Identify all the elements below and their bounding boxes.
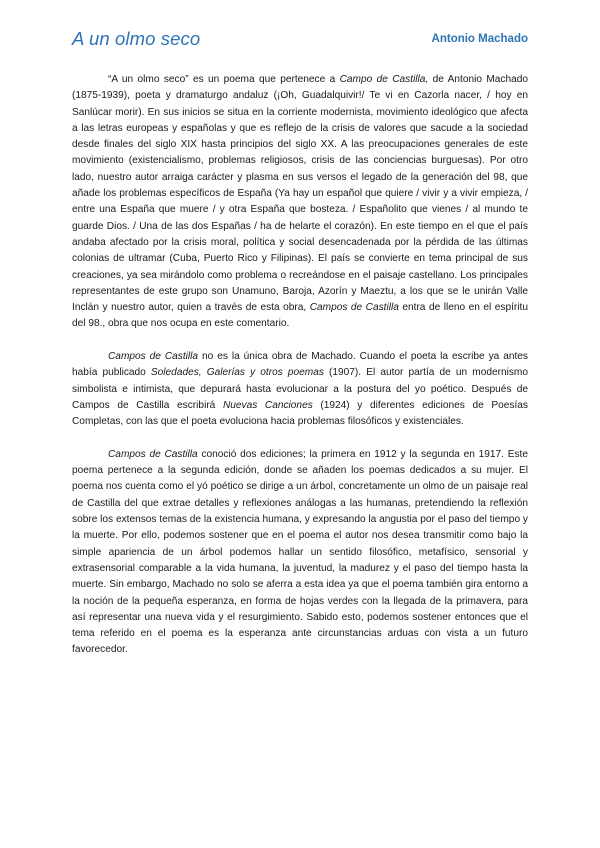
document-title: A un olmo seco: [72, 28, 201, 49]
text-run: entra de lleno en el espíritu del 98., obra que nos ocupa en este comentario.: [72, 302, 528, 330]
page-header: [72, 28, 528, 56]
document-author: Antonio Machado: [431, 33, 528, 45]
italic-work-title: Campos de Castilla: [309, 302, 399, 314]
italic-work-title: Campos de Castilla: [108, 351, 199, 363]
document-body: [72, 72, 528, 659]
italic-work-title: Nuevas Canciones: [222, 399, 313, 411]
italic-work-title: Soledades, Galerías y otros poemas: [150, 367, 324, 379]
text-run: de Antonio Machado (1875-1939), poeta y dramaturgo andaluz (¡Oh, Guadalquivir!/ Te vi en Cazorla nacer, / hoy en Sanlúcar morir). En sus inicios se situa en la corriente modernista, movimiento ideológico que afecta a las letras europeas y españolas y que es reflejo de la crisis de valores que sacude a la sociedad desde finales del siglo XIX hasta principios del siglo XX. A las preocupaciones generales de este movimiento (existencialismo, problemas religiosos, crisis de las conciencias burguesas). Por otro lado, nuestro autor arraiga carácter y plasma en sus versos el legado de la generación del 98, que añade los problemas específicos de España (Ya hay un español que quiere / vivir y a vivir empieza, / entre una España que muere / y otra España que bosteza. / Españolito que vienes / al mundo te guarde Dios. / Una de las dos Españas / ha de helarte el corazón). En este tiempo en el que el país andaba afectado por la crisis moral, política y social desencadenada por la pérdida de las últimas colonias de ultramar (Cuba, Puerto Rico y Filipinas). El país se convierte en tema principal de sus creaciones, ya sea mirándolo como problema o recreándose en el paisaje castellano. Los principales representantes de este grupo son Unamuno, Baroja, Azorín y Maeztu, a los que se le unirán Valle Inclán y nuestro autor, quien a través de esta obra,: [72, 74, 529, 314]
text-run: conoció dos ediciones; la primera en 1912 y la segunda en 1917. Este poema pertenece a la segunda edición, donde se añaden los poemas dedicados a su mujer. El poema nos cuenta como el yó poético se dirige a un árbol, concretamente un olmo de un paisaje real de Castilla del que extrae detalles y reflexiones análogas a las humanas, pretendiendo la reflexión sobre los extensos temas de la existencia humana, y expresando la angustia por el paso del tiempo y la muerte. Por ello, podemos sostener que en el poema el autor nos desea transmitir como bajo la simple apariencia de un árbol podemos hallar un sentido filosófico, metafísico, sensorial y extrasensorial comparable a la vida humana, la juventud, la madurez y el paso del tiempo hasta la muerte. Sin embargo, Machado no solo se aferra a esta idea ya que el poema también gira entorno a la noción de la pequeña esperanza, en forma de hojas verdes con la llegada de la primavera, para así representar una nueva vida y el resurgimiento. Sabido esto, podemos sostener entonces que el tema referido en el poema es la esperanza ante circunstancias arduas con vista a un futuro favorecedor.: [72, 448, 528, 656]
italic-work-title: Campos de Castilla: [108, 448, 198, 460]
text-run: (1907). El autor partía de un modernismo simbolista e intimista, que depurará hasta evolucionar a la postura del yo poético. Después de Campos de Castilla escribirá: [72, 367, 528, 411]
text-run: no es la única obra de Machado. Cuando el poeta la escribe ya antes había publicado: [72, 351, 528, 379]
paragraph-analysis: [72, 447, 528, 659]
italic-work-title: Campo de Castilla,: [339, 74, 429, 85]
paragraph-works: [72, 349, 528, 430]
text-run: “A un olmo seco” es un poema que pertenece a: [108, 74, 340, 85]
paragraph-intro: [72, 72, 528, 333]
text-run: (1924) y diferentes ediciones de Poesías Completas, con las que el poeta evoluciona hacia problemas filosóficos y existenciales.: [72, 399, 528, 428]
